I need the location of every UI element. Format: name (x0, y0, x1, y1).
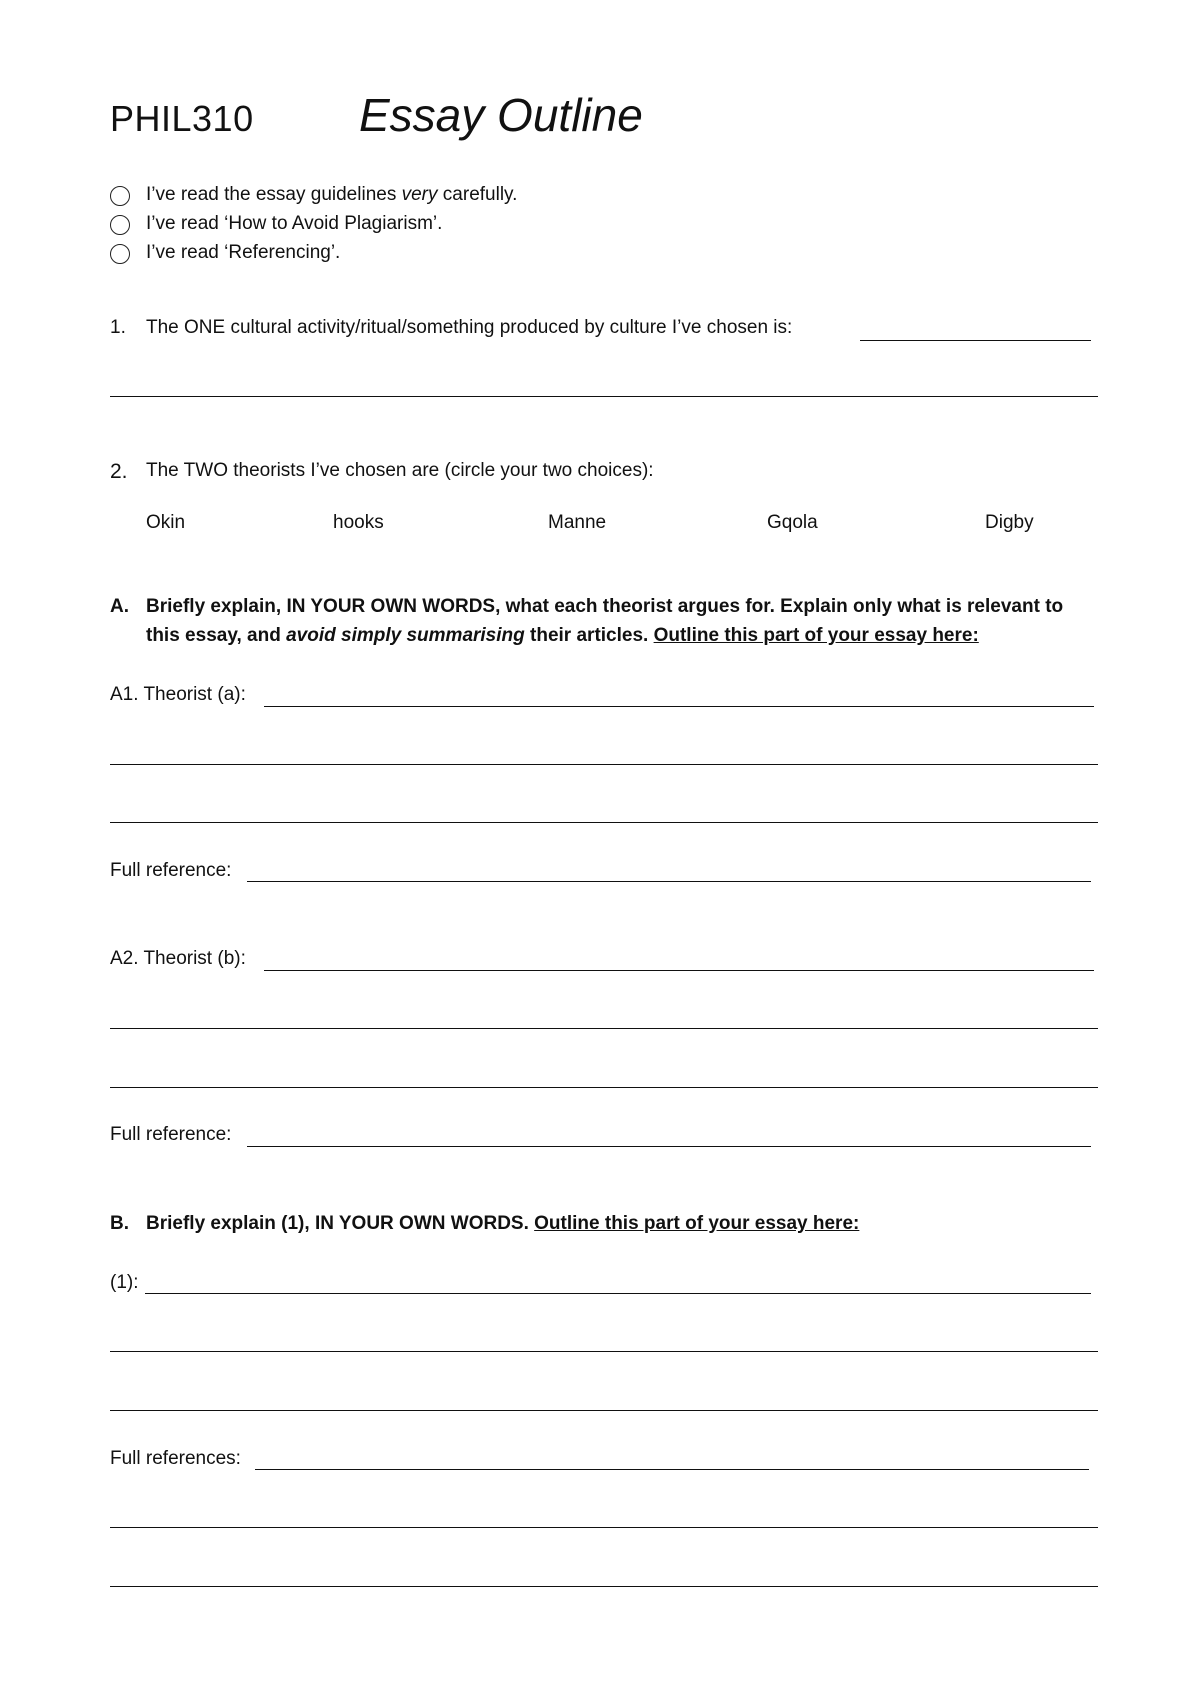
section-b-letter: B. (110, 1213, 129, 1234)
a2-theorist-label: A2. Theorist (b): (110, 948, 246, 969)
page-title: Essay Outline (359, 89, 643, 141)
question-1-number: 1. (110, 317, 126, 338)
b1-line[interactable] (145, 1293, 1091, 1294)
section-a-instruction-line-2: this essay, and avoid simply summarising their articles. Outline this part of your essay here: (146, 625, 979, 646)
a1-answer-line-1[interactable] (110, 764, 1098, 765)
a1-reference-label: Full reference: (110, 860, 232, 881)
a2-reference-label: Full reference: (110, 1124, 232, 1145)
checkbox-circle-guidelines[interactable] (110, 186, 130, 206)
a1-reference-line[interactable] (247, 881, 1091, 882)
theorist-option-hooks[interactable]: hooks (333, 512, 384, 533)
theorist-option-manne[interactable]: Manne (548, 512, 607, 533)
a1-theorist-line[interactable] (264, 706, 1094, 707)
checklist-item-referencing: I’ve read ‘Referencing’. (146, 242, 341, 263)
course-code: PHIL310 (110, 98, 254, 139)
question-2-text: The TWO theorists I’ve chosen are (circle your two choices): (146, 460, 654, 481)
a2-theorist-line[interactable] (264, 970, 1094, 971)
a1-answer-line-2[interactable] (110, 822, 1098, 823)
b1-answer-line-1[interactable] (110, 1351, 1098, 1352)
b1-answer-line-2[interactable] (110, 1410, 1098, 1411)
b-references-line-2[interactable] (110, 1527, 1098, 1528)
theorist-option-gqola[interactable]: Gqola (767, 512, 818, 533)
checkbox-circle-referencing[interactable] (110, 244, 130, 264)
a2-reference-line[interactable] (247, 1146, 1091, 1147)
question-1-text: The ONE cultural activity/ritual/something produced by culture I’ve chosen is: (146, 317, 793, 338)
checkbox-circle-plagiarism[interactable] (110, 215, 130, 235)
theorist-option-okin[interactable]: Okin (146, 512, 186, 533)
b1-label: (1): (110, 1272, 139, 1293)
checklist-item-plagiarism: I’ve read ‘How to Avoid Plagiarism’. (146, 213, 443, 234)
b-references-label: Full references: (110, 1448, 241, 1469)
question-1-answer-line[interactable] (860, 340, 1091, 341)
section-b-instruction: Briefly explain (1), IN YOUR OWN WORDS. Outline this part of your essay here: (146, 1213, 860, 1234)
theorist-option-digby[interactable]: Digby (985, 512, 1034, 533)
a2-answer-line-1[interactable] (110, 1028, 1098, 1029)
question-2-number: 2. (110, 460, 128, 483)
a1-theorist-label: A1. Theorist (a): (110, 684, 246, 705)
b-references-line[interactable] (255, 1469, 1089, 1470)
a2-answer-line-2[interactable] (110, 1087, 1098, 1088)
checklist-item-guidelines: I’ve read the essay guidelines very carefully. (146, 184, 518, 205)
section-a-instruction-line-1: Briefly explain, IN YOUR OWN WORDS, what each theorist argues for. Explain only what is relevant to (146, 596, 1064, 617)
section-a-letter: A. (110, 596, 129, 617)
question-1-answer-line-2[interactable] (110, 396, 1098, 397)
b-references-line-3[interactable] (110, 1586, 1098, 1587)
